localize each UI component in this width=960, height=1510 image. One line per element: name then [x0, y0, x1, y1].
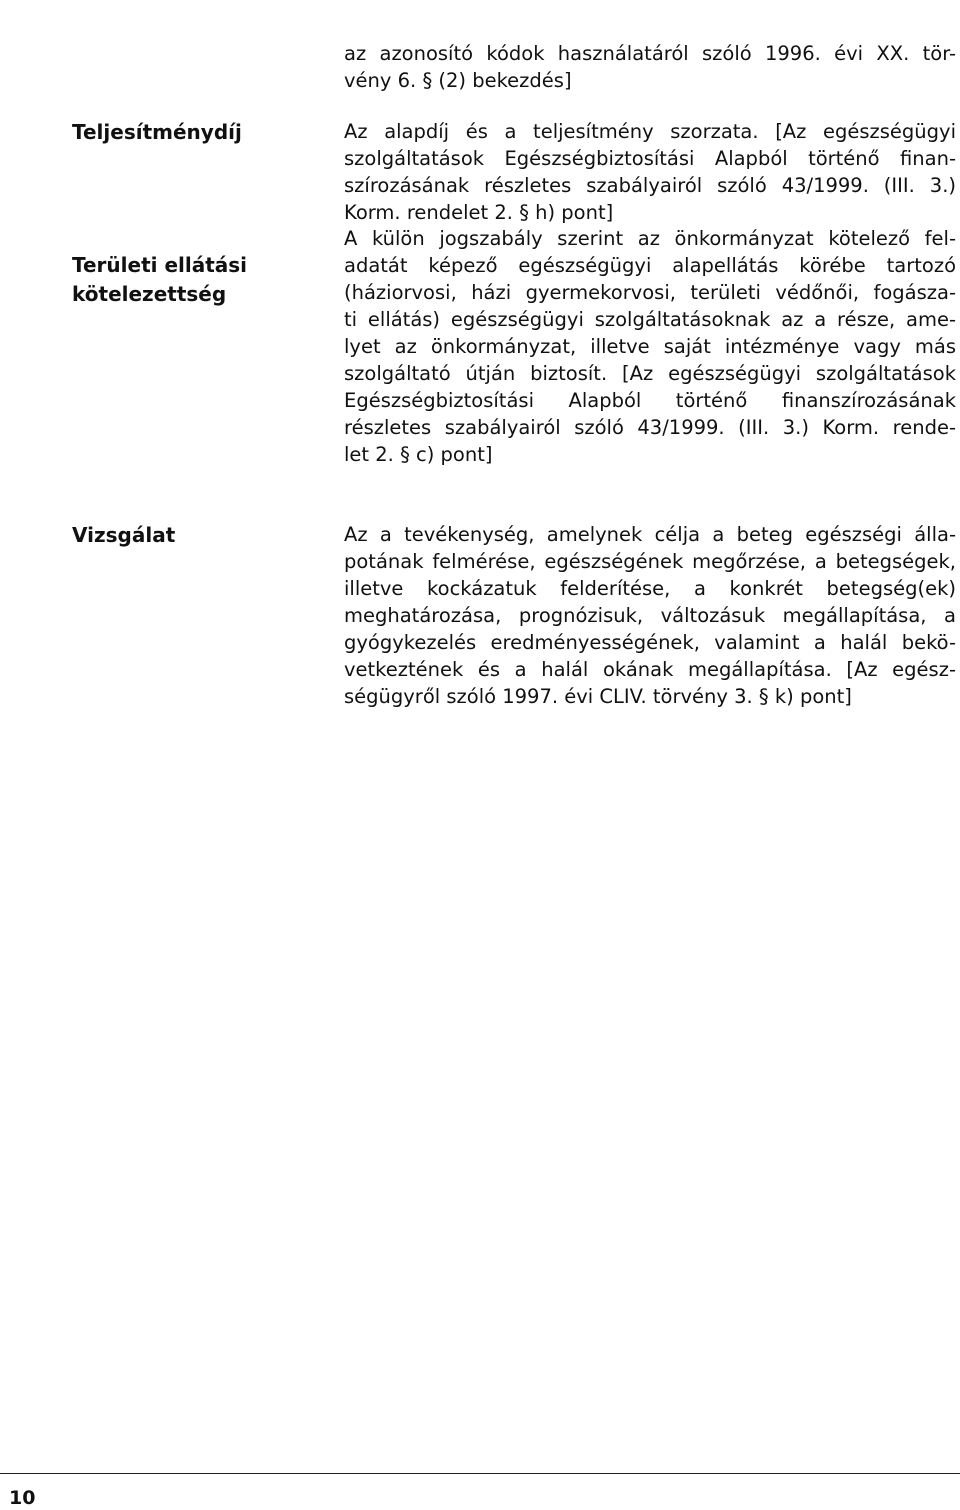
glossary-term: kötelezettség — [72, 282, 227, 306]
definition-line: ségügyről szóló 1997. évi CLIV. törvény 3. § k) pont] — [344, 685, 852, 708]
definition-line: részletes szabályairól szóló 43/1999. (III. 3.) Korm. rende- — [344, 416, 956, 439]
glossary-term: Területi ellátási — [72, 253, 248, 277]
definition-line: vény 6. § (2) bekezdés] — [344, 69, 572, 92]
definition-line: Az alapdíj és a teljesítmény szorzata. [Az egészségügyi — [344, 120, 956, 143]
definition-line: let 2. § c) pont] — [344, 443, 493, 466]
page-number: 10 — [9, 1487, 36, 1509]
definition-line: potának felmérése, egészségének megőrzése, a betegségek, — [344, 550, 956, 573]
definition-line: szírozásának részletes szabályairól szóló 43/1999. (III. 3.) — [344, 174, 956, 197]
definition-line: szolgáltató útján biztosít. [Az egészségügyi szolgáltatások — [344, 362, 956, 385]
definition-line: lyet az önkormányzat, illetve saját intézménye vagy más — [344, 335, 956, 358]
definition-line: gyógykezelés eredményességének, valamint a halál bekö- — [344, 631, 956, 654]
definition-line: szolgáltatások Egészségbiztosítási Alapból történő finan- — [344, 147, 956, 170]
definition-line: Egészségbiztosítási Alapból történő finanszírozásának — [344, 389, 956, 412]
definition-line: (háziorvosi, házi gyermekorvosi, területi védőnői, fogásza- — [344, 281, 956, 304]
definition-line: A külön jogszabály szerint az önkormányzat kötelező fel- — [344, 227, 956, 250]
glossary-term: Vizsgálat — [72, 523, 176, 547]
definition-line: Az a tevékenység, amelynek célja a beteg egészségi álla- — [344, 523, 956, 546]
glossary-term: Teljesítménydíj — [72, 120, 242, 144]
definition-line: Korm. rendelet 2. § h) pont] — [344, 201, 614, 224]
definition-line: ti ellátás) egészségügyi szolgáltatásoknak az a része, ame- — [344, 308, 956, 331]
definition-line: illetve kockázatuk felderítése, a konkrét betegség(ek) — [344, 577, 956, 600]
definition-line: adatát képező egészségügyi alapellátás körébe tartozó — [344, 254, 956, 277]
footer-divider — [0, 1473, 960, 1474]
definition-line: meghatározása, prognózisuk, változásuk megállapítása, a — [344, 604, 956, 627]
definition-line: az azonosító kódok használatáról szóló 1996. évi XX. tör- — [344, 42, 956, 65]
definition-line: vetkeztének és a halál okának megállapítása. [Az egész- — [344, 658, 956, 681]
